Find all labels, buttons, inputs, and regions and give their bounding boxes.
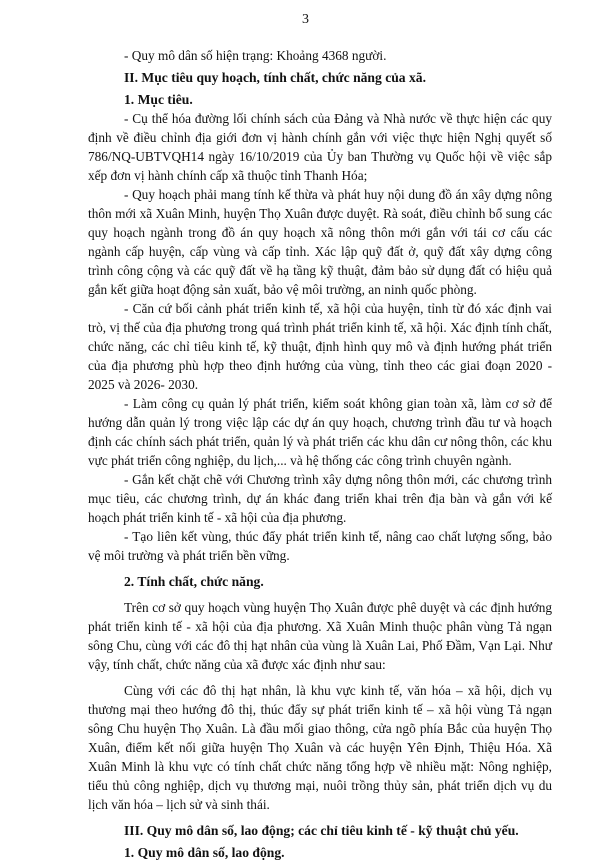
objective-paragraph-1: - Cụ thể hóa đường lối chính sách của Đảng và Nhà nước về thực hiện các quy định về điều chỉnh địa giới đơn vị hành chính gắn với việc thực hiện Nghị quyết số 786/NQ-UBTVQH14 ngày 16/10/2019 của Ủy ban Thường vụ Quốc hội về việc sắp xếp đơn vị hành chính cấp xã thuộc tỉnh Thanh Hóa; <box>88 111 552 183</box>
subsection-heading-population-labor: 1. Quy mô dân số, lao động. <box>124 845 285 860</box>
document-body <box>88 46 552 862</box>
section-heading-ii: II. Mục tiêu quy hoạch, tính chất, chức năng của xã. <box>124 70 426 85</box>
section-heading-iii: III. Quy mô dân số, lao động; các chỉ tiêu kinh tế - kỹ thuật chủ yếu. <box>124 823 519 838</box>
objective-paragraph-3: - Căn cứ bối cảnh phát triển kinh tế, xã hội của huyện, tỉnh từ đó xác định vai trò, vị thế của địa phương trong quá trình phát triển kinh tế, xã hội. Xác định tính chất, chức năng, các chỉ tiêu kinh tế, kỹ thuật, định hình quy mô và định hướng phát triển của địa phương phù hợp theo định hướng của vùng, tỉnh theo các giai đoạn 2020 - 2025 và 2026- 2030. <box>88 301 552 392</box>
objective-paragraph-6: - Tạo liên kết vùng, thúc đẩy phát triển kinh tế, nâng cao chất lượng sống, bảo vệ môi trường và phát triển bền vững. <box>88 529 552 563</box>
page-number: 3 <box>302 12 309 27</box>
current-population-line: - Quy mô dân số hiện trạng: Khoảng 4368 người. <box>124 48 387 63</box>
nature-paragraph-2: Cùng với các đô thị hạt nhân, là khu vực kinh tế, văn hóa – xã hội, dịch vụ thương mại theo hướng đô thị, thúc đẩy sự phát triển kinh tế – xã hội vùng Tả ngạn sông Chu huyện Thọ Xuân. Là đầu mối giao thông, cửa ngõ phía Bắc của huyện Thọ Xuân, điểm kết nối giữa huyện Thọ Xuân và các huyện Yên Định, Thiệu Hóa. Xã Xuân Minh là khu vực có tính chất chức năng tổng hợp về nhiều mặt: Nông nghiệp, tiểu thủ công nghiệp, dịch vụ thương mại, nuôi trồng thủy sản, phát triển dịch vụ du lịch văn hóa – lịch sử và sinh thái. <box>88 683 552 812</box>
objective-paragraph-2: - Quy hoạch phải mang tính kế thừa và phát huy nội dung đồ án xây dựng nông thôn mới xã Xuân Minh, huyện Thọ Xuân được duyệt. Rà soát, điều chỉnh bổ sung các quy hoạch ngành trong đồ án quy hoạch xã nông thôn mới gắn với tái cơ cấu các ngành cấp huyện, cấp vùng và cấp tỉnh. Xác lập quỹ đất ở, quỹ đất xây dựng công trình công cộng và các quỹ đất về hạ tầng kỹ thuật, đảm bảo sử dụng đất có hiệu quả gắn kết giữa hoạt động sản xuất, bảo vệ môi trường, an ninh quốc phòng. <box>88 187 552 297</box>
objective-paragraph-5: - Gắn kết chặt chẽ với Chương trình xây dựng nông thôn mới, các chương trình mục tiêu, các chương trình, dự án khác đang triển khai trên địa bàn và gắn với kế hoạch phát triển kinh tế - xã hội của địa phương. <box>88 472 552 525</box>
nature-paragraph-1: Trên cơ sở quy hoạch vùng huyện Thọ Xuân được phê duyệt và các định hướng phát triển kinh tế - xã hội của địa phương. Xã Xuân Minh thuộc phân vùng Tả ngạn sông Chu, cùng với các đô thị hạt nhân của vùng là Xuân Lai, Phố Đầm, Vạn Lại. Như vậy, tính chất, chức năng của xã được xác định như sau: <box>88 600 552 672</box>
subsection-heading-nature-function: 2. Tính chất, chức năng. <box>124 574 264 589</box>
subsection-heading-objectives: 1. Mục tiêu. <box>124 92 193 107</box>
objective-paragraph-4: - Làm công cụ quản lý phát triển, kiểm soát không gian toàn xã, làm cơ sở để hướng dẫn quản lý trong việc lập các dự án quy hoạch, chương trình đầu tư và hoạch định các chính sách phát triển, quản lý và phát triển các khu dân cư nông thôn, các khu vực phát triển công nghiệp, du lịch,... và hệ thống các công trình chuyên ngành. <box>88 396 552 468</box>
